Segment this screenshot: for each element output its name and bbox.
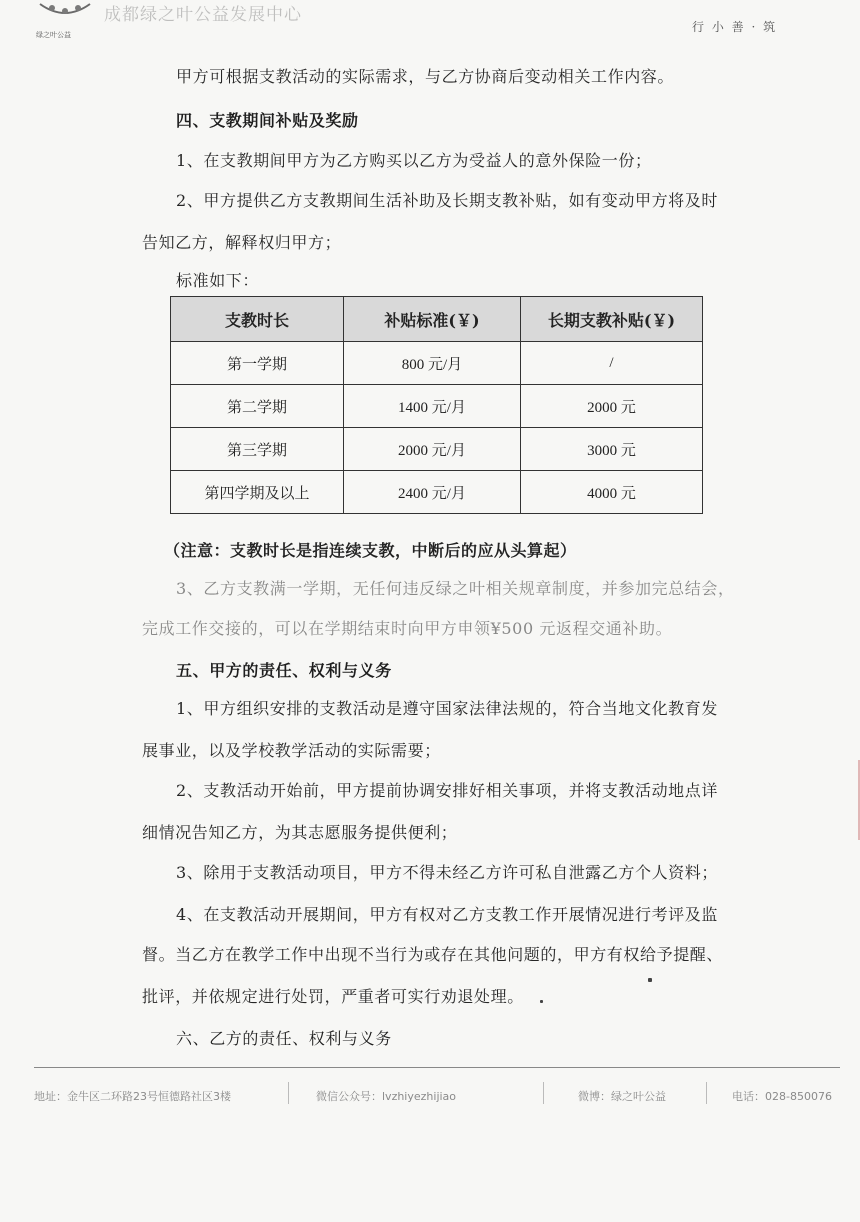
scan-speck xyxy=(540,1000,543,1003)
footer-address: 地址：金牛区二环路23号恒德路社区3楼 xyxy=(34,1090,231,1103)
paragraph: 4、在支教活动开展期间，甲方有权对乙方支教工作开展情况进行考评及监 xyxy=(176,905,718,924)
table-cell: 第一学期 xyxy=(171,342,344,385)
table-cell: 3000 元 xyxy=(521,428,703,471)
table-intro: 标准如下： xyxy=(176,271,260,290)
table-row xyxy=(171,428,703,471)
section-heading-5: 五、甲方的责任、权利与义务 xyxy=(176,661,392,680)
scan-edge-mark xyxy=(852,760,860,840)
table-row xyxy=(171,342,703,385)
section-heading-4: 四、支教期间补贴及奖励 xyxy=(176,111,359,130)
paragraph: 展事业，以及学校教学活动的实际需要； xyxy=(142,741,441,760)
table-cell: 2400 元/月 xyxy=(344,471,521,514)
footer-separator xyxy=(543,1082,544,1104)
footer-wechat: 微信公众号：lvzhiyezhijiao xyxy=(316,1090,457,1103)
table-cell: 2000 元/月 xyxy=(344,428,521,471)
paragraph: 完成工作交接的，可以在学期结束时向甲方申领¥500 元返程交通补助。 xyxy=(142,619,673,638)
table-cell: 第四学期及以上 xyxy=(171,471,344,514)
column-header-long-term-subsidy: 长期支教补贴(￥) xyxy=(521,297,703,342)
paragraph: 告知乙方，解释权归甲方； xyxy=(142,233,342,252)
footer-separator xyxy=(706,1082,707,1104)
table-note: （注意：支教时长是指连续支教，中断后的应从头算起） xyxy=(164,541,577,560)
paragraph: 1、甲方组织安排的支教活动是遵守国家法律法规的，符合当地文化教育发 xyxy=(176,699,718,718)
table-row xyxy=(171,385,703,428)
paragraph: 批评，并依规定进行处罚，严重者可实行劝退处理。 xyxy=(142,987,524,1006)
table-cell: 1400 元/月 xyxy=(344,385,521,428)
column-header-subsidy: 补贴标准(￥) xyxy=(344,297,521,342)
paragraph: 2、支教活动开始前，甲方提前协调安排好相关事项，并将支教活动地点详 xyxy=(176,781,718,800)
footer-divider xyxy=(34,1067,840,1068)
table-header-row xyxy=(171,297,703,342)
footer-separator xyxy=(288,1082,289,1104)
paragraph: 2、甲方提供乙方支教期间生活补助及长期支教补贴，如有变动甲方将及时 xyxy=(176,191,718,210)
paragraph: 甲方可根据支教活动的实际需求，与乙方协商后变动相关工作内容。 xyxy=(176,67,675,86)
header-slogan: 行 小 善 · 筑 xyxy=(692,20,778,34)
table-cell: 4000 元 xyxy=(521,471,703,514)
subsidy-table xyxy=(170,296,703,514)
table-cell: 第二学期 xyxy=(171,385,344,428)
table-cell: 2000 元 xyxy=(521,385,703,428)
footer-phone: 电话：028-850076 xyxy=(732,1090,832,1103)
paragraph: 3、乙方支教满一学期，无任何违反绿之叶相关规章制度，并参加完总结会， xyxy=(176,579,735,598)
footer-weibo: 微博：绿之叶公益 xyxy=(578,1090,666,1103)
table-cell: 第三学期 xyxy=(171,428,344,471)
table-row xyxy=(171,471,703,514)
paragraph: 督。当乙方在教学工作中出现不当行为或存在其他问题的，甲方有权给予提醒、 xyxy=(142,945,724,964)
column-header-duration: 支教时长 xyxy=(171,297,344,342)
scan-speck xyxy=(648,978,652,982)
section-heading-6: 六、乙方的责任、权利与义务 xyxy=(176,1029,392,1048)
table-cell: 800 元/月 xyxy=(344,342,521,385)
logo-caption: 绿之叶公益 xyxy=(36,31,71,39)
paragraph: 细情况告知乙方，为其志愿服务提供便利； xyxy=(142,823,458,842)
table-cell: / xyxy=(521,342,703,385)
paragraph: 3、除用于支教活动项目，甲方不得未经乙方许可私自泄露乙方个人资料； xyxy=(176,863,718,882)
paragraph: 1、在支教期间甲方为乙方购买以乙方为受益人的意外保险一份； xyxy=(176,151,652,170)
header-title: 成都绿之叶公益发展中心 xyxy=(104,5,302,25)
